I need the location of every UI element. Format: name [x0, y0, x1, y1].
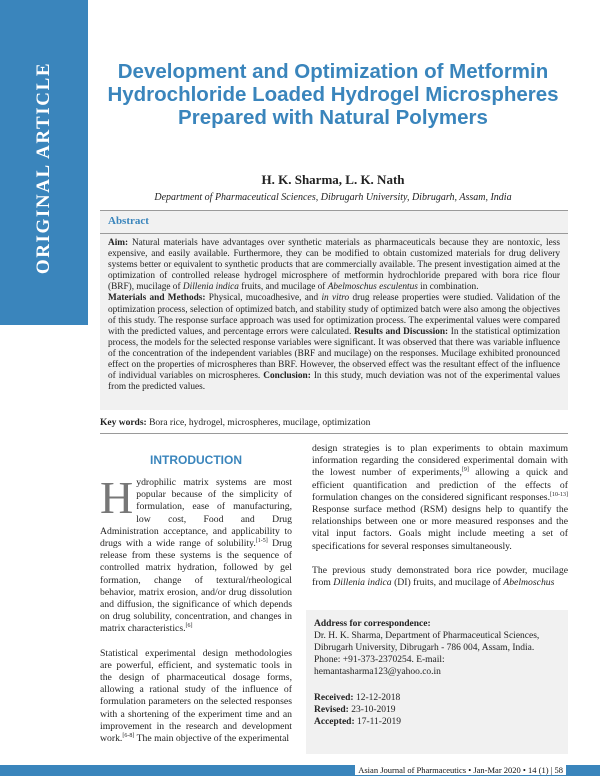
conclusion-text: In this study, much deviation was not of the experimental values from the predicted values.	[108, 371, 561, 393]
accepted-label: Accepted:	[314, 717, 355, 727]
abstract-text	[108, 238, 560, 393]
author-affiliation: Department of Pharmaceutical Sciences, Dibrugarh University, Dibrugarh, Assam, India	[154, 192, 512, 203]
citation: [6-8]	[122, 732, 135, 739]
received-label: Received:	[314, 693, 354, 703]
correspondence-box	[306, 610, 568, 754]
revised-label: Revised:	[314, 705, 349, 715]
received-value: 12-12-2018	[355, 693, 401, 703]
intro-paragraph-2	[100, 648, 292, 746]
article-dates	[314, 692, 560, 728]
intro-p1-text-2: Drug release from these systems is the sequence of controlled matrix hydration, followed by gel formation, change of textural/rheological behavior, matrix erosion, and/or drug dissolution and diffusion, the significance of which depends on drug solubility, concentration, and changes in matrix characteristics.	[100, 538, 292, 635]
abstract-header	[100, 210, 568, 234]
intro-p4-italic-1: Dillenia indica	[333, 577, 392, 589]
article-type-label: ORIGINAL ARTICLE	[33, 61, 54, 275]
citation: [6]	[185, 623, 193, 630]
aim-italic-2: Abelmoschus esculentus	[327, 282, 418, 293]
introduction-heading: INTRODUCTION	[150, 453, 242, 467]
correspondence-title: Address for correspondence:	[314, 619, 431, 629]
intro-p2-text: Statistical experimental design methodologies are powerful, efficient, and systematic tools in the design of pharmaceutical dosage forms, allowing a rational study of the influence of formulation parameters on the selected responses with a shortening of the experiment time and an improvement in the research and development work.	[100, 647, 292, 745]
aim-italic-1: Dillenia indica	[182, 282, 239, 293]
intro-p1-text: ydrophilic matrix systems are most popular because of the simplicity of formulation, ease of manufacturing, low cost, Food and Drug Administration acceptance, and applicability to drugs with a wide range of solubility.	[100, 477, 292, 550]
intro-paragraph-3	[312, 443, 568, 553]
results-text: In the statistical optimization process, the models for the selected response variables were significant. It was observed that there was variable influence of the concentration of the independent variables (BRF and mucilage) on the responses. Mucilage exhibited pronounced effect on the properties of microspheres than BRF. However, the observed effect was the resultant effect of the influence of individual variables on microspheres.	[108, 326, 560, 382]
citation: [1-5]	[255, 537, 268, 544]
article-authors: H. K. Sharma, L. K. Nath	[261, 172, 405, 187]
aim-text-3: in combination.	[417, 282, 479, 293]
abstract-heading: Abstract	[108, 215, 149, 227]
article-type-banner	[0, 0, 88, 325]
drop-cap: H	[100, 472, 134, 523]
intro-p3-text-3: Response surface method (RSM) designs help to quantify the relationships between one or more measured responses and the vital input factors. Goals might include meeting a set of specifications for several responses simultaneously.	[312, 504, 568, 552]
article-title: Development and Optimization of Metformin Hydrochloride Loaded Hydrogel Microspheres Prepared with Natural Polymers	[107, 60, 559, 129]
journal-footer	[100, 765, 566, 776]
intro-p4-italic-2: Abelmoschus	[503, 577, 555, 589]
methods-text-2: drug release properties were studied. Validation of the optimization process, selection of optimized batch, and stability study of optimized batch were also among the objectives of this study. The response surface approach was used for optimization process. The experimental values were compared with the predicted values, and percentage errors were calculated.	[108, 293, 560, 337]
keywords-label: Key words:	[100, 418, 147, 428]
citation: [10-13]	[550, 491, 568, 498]
intro-p4-text: The previous study demonstrated bora rice powder, mucilage from	[312, 564, 568, 589]
intro-p4-text-2: (DI) fruits, and mucilage of	[391, 577, 504, 589]
results-label: Results and Discussion:	[353, 326, 449, 337]
intro-paragraph-4	[312, 565, 568, 589]
correspondence-body: Dr. H. K. Sharma, Department of Pharmaceutical Sciences, Dibrugarh University, Dibrugarh - 786 004, Assam, India. Phone: +91-373-2370254. E-mail: hemantasharma123@yahoo.co.in	[314, 631, 540, 677]
methods-text: Physical, mucoadhesive, and	[205, 293, 322, 304]
methods-label: Materials and Methods:	[108, 293, 206, 304]
intro-p3-text-2: allowing a quick and efficient quantification and prediction of the effects of formulation changes on the considered significant responses.	[312, 467, 568, 503]
received-date	[314, 692, 560, 704]
citation: [9]	[461, 467, 469, 474]
accepted-value: 17-11-2019	[357, 717, 401, 727]
accepted-date	[314, 716, 560, 728]
aim-label: Aim:	[108, 238, 129, 248]
revised-date	[314, 704, 560, 716]
keywords	[100, 418, 568, 428]
intro-p3-text: design strategies is to plan experiments to obtain maximum information regarding the considered experimental domain with the lowest number of experiments,	[312, 443, 568, 479]
intro-paragraph-1	[100, 472, 292, 636]
aim-text: Natural materials have advantages over synthetic materials as pharmaceuticals because they are nontoxic, less expensive, and easily available. Furthermore, they can be modified to obtain customized materials for drug delivery systems better or equivalent to synthetic products that are commercially available. The present investigation aimed at the optimization of controlled release hydrogel microsphere of metformin hydrochloride prepared with bora rice flour (BRF), mucilage of	[108, 238, 560, 293]
left-column	[100, 453, 292, 745]
abstract-section	[100, 210, 568, 410]
aim-text-2: fruits, and mucilage of	[238, 282, 328, 293]
revised-value: 23-10-2019	[351, 705, 396, 715]
conclusion-label: Conclusion:	[263, 371, 311, 382]
intro-p2-text-2: The main objective of the experimental	[134, 733, 290, 745]
right-column	[312, 443, 568, 589]
keywords-divider	[100, 433, 568, 434]
footer-citation: Asian Journal of Pharmaceutics • Jan-Mar 2020 • 14 (1) | 58	[355, 765, 566, 775]
keywords-text: Bora rice, hydrogel, microspheres, mucilage, optimization	[146, 418, 371, 428]
methods-italic: in vitro	[321, 293, 350, 304]
